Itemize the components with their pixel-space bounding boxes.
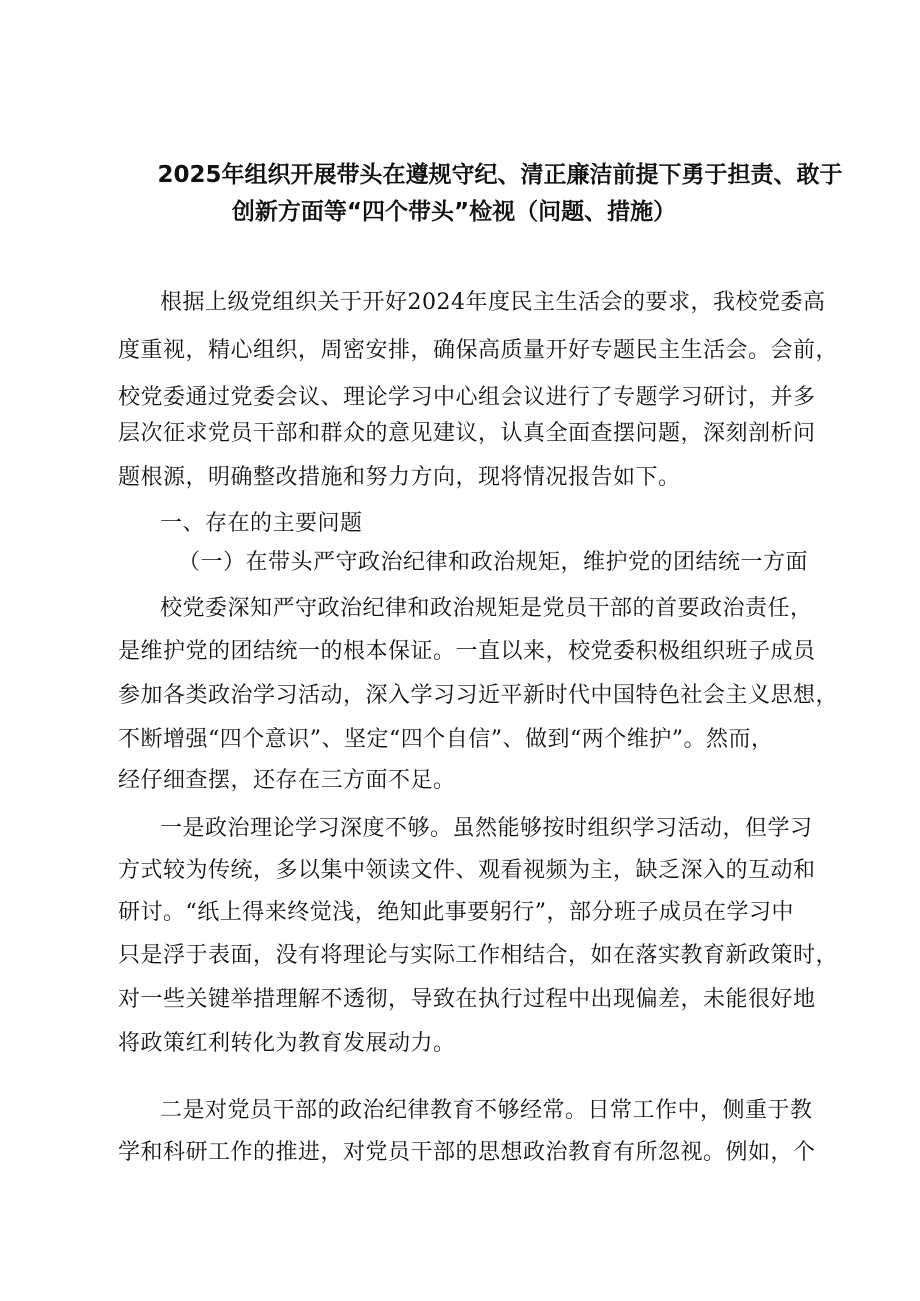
intro-line: 校党委通过党委会议、理论学习中心组会议进行了专题学习研讨，并多 (118, 385, 816, 410)
document-title-line-1: 2025年组织开展带头在遵规守纪、清正廉洁前提下勇于担责、敢于 (157, 162, 843, 188)
intro-line: 题根源，明确整改措施和努力方向，现将情况报告如下。 (118, 465, 681, 490)
intro-line: 根据上级党组织关于开好2024年度民主生活会的要求，我校党委高 (160, 290, 826, 315)
body-line: 一是政治理论学习深度不够。虽然能够按时组织学习活动，但学习 (160, 816, 813, 841)
body-line: 将政策红利转化为教育发展动力。 (118, 1031, 456, 1056)
document-title-line-2: 创新方面等“四个带头”检视（问题、措施） (231, 199, 677, 225)
body-line: 经仔细查摆，还存在三方面不足。 (118, 768, 456, 793)
body-line: 二是对党员干部的政治纪律教育不够经常。日常工作中，侧重于教 (160, 1098, 813, 1123)
body-line: 研讨。“纸上得来终觉浅，绝知此事要躬行”，部分班子成员在学习中 (118, 900, 794, 925)
section-heading: 一、存在的主要问题 (160, 511, 363, 536)
subsection-heading: （一）在带头严守政治纪律和政治规矩，维护党的团结统一方面 (178, 550, 809, 575)
body-line: 不断增强“四个意识”、坚定“四个自信”、做到“两个维护”。然而， (118, 727, 774, 752)
intro-line: 度重视，精心组织，周密安排，确保高质量开好专题民主生活会。会前， (118, 338, 839, 363)
body-line: 方式较为传统，多以集中领读文件、观看视频为主，缺乏深入的互动和 (118, 858, 816, 883)
body-line: 是维护党的团结统一的根本保证。一直以来，校党委积极组织班子成员 (118, 639, 816, 664)
body-line: 学和科研工作的推进，对党员干部的思想政治教育有所忽视。例如，个 (118, 1140, 816, 1165)
intro-line: 层次征求党员干部和群众的意见建议，认真全面查摆问题，深刻剖析问 (118, 421, 816, 446)
body-line: 对一些关键举措理解不透彻，导致在执行过程中出现偏差，未能很好地 (118, 987, 816, 1012)
body-line: 参加各类政治学习活动，深入学习习近平新时代中国特色社会主义思想， (118, 683, 839, 708)
body-line: 只是浮于表面，没有将理论与实际工作相结合，如在落实教育新政策时， (118, 943, 839, 968)
body-line: 校党委深知严守政治纪律和政治规矩是党员干部的首要政治责任， (160, 596, 813, 621)
